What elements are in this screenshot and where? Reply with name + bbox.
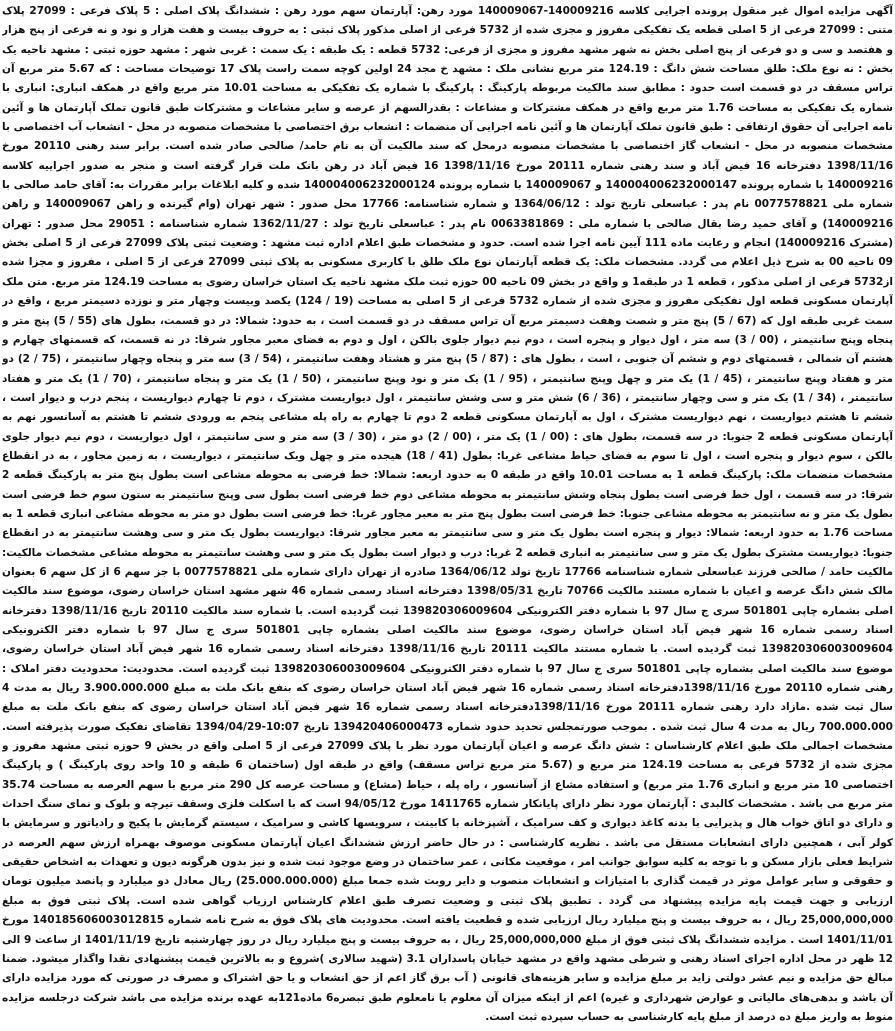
auction-notice [2, 2, 893, 1029]
notice-body-text: آگهی مزایده اموال غیر منقول پرونده اجرایی کلاسه 140009216-140009067 مورد رهن: آپارتمان سهم مورد رهن : ششدانگ پلاک اصلی : 5 پلاک فرعی : 27099 پلاک متنی : 27099 فرعی از 5 اصلی قطعه یک تفکیکی مفروز و مجزی شده از 5732 فرعی از اصلی مذکور پلاک ثبتی : به حروف بیست و هفت هزار و نود و نه فرعی از پنج هزار و هفتصد و سی و دو فرعی از پنج اصلی بخش نه شهر مشهد مفروز و مجزی از فرعی: 5732 قطعه : یک طبقه : یک سمت : غربی شهر : مشهد حوزه ثبتی : مشهد ناحیه یک بخش : نه نوع ملک: طلق مساحت شش دانگ : 124.19 متر مربع نشانی ملک : مشهد خ مجد 24 اولین کوچه سمت راست پلاک 17 توضیحات مساحت : که 5.67 متر مربع آن تراس مسقف در دو قسمت است حدود : مطابق سند مالکیت مربوطه پارکینگ : پارکینگ با شماره یک تفکیکی به مساحت 10.01 متر مربع واقع در همکف انباری: انباری با شماره یک تفکیکی به مساحت 1.76 متر مربع واقع در همکف مشترکات و مشاعات : بقدرالسهم از عرصه و سایر مشاعات و مشترکات طبق قانون تملک آپارتمان ها و آئین نامه اجرایی آن حقوق ارتفاقی : طبق قانون تملک آپارتمان ها و آئین نامه اجرایی آن منضمات : انشعاب برق اختصاصی با مشخصات منصوبه در محل - انشعاب آب اختصاصی با مشخصات منصوبه در محل - انشعاب گاز اختصاصی با مشخصات منصوبه درمحل که سند مالکیت آن به نام حامد/ صالحی صادر شده است. برابر سند رهنی 20110 مورخ 1398/11/16 دفترخانه 16 فیض آباد و سند رهنی شماره 20111 مورخ 1398/11/16 16 فیض آباد در رهن بانک ملت قرار گرفته است و منجر به صدور اجراییه کلاسه 140009216 با شماره پرونده 140004006232000147 و 140009067 با شماره پرونده 140004006232000124 شده و کلیه ابلاغات برابر مقررات به: آقای حامد صالحی با شماره ملی 0077578821 نام پدر : عباسعلی تاریخ تولد : 1364/06/12 و شماره شناسنامه: 17766 محل صدور : شهر تهران (وام گیرنده و راهن 140009067 و راهن 140009216) و آقای حمید رضا بقال صالحی با شماره ملی : 0063381869 نام پدر : عباسعلی تاریخ تولد : 1362/11/27 شماره شناسنامه : 29051 محل صدور : تهران (مشترک 140009216) انجام و رعایت ماده 111 آیین نامه اجرا شده است. حدود و مشخصات طبق اعلام اداره ثبت مشهد : وضعیت ثبتی پلاک 27099 فرعی از 5 اصلی بخش 09 ناحیه 00 به شرح ذیل اعلام می گردد. مشخصات ملک: یک قطعه آپارتمان نوع ملک طلق با کاربری مسکونی به پلاک ثبتی 27099 فرعی از 5 اصلی ، مفروز و مجزا شده از5732 فرعی از اصلی مذکور ، قطعه 1 در طبقه1 و واقع در بخش 09 ناحیه 00 حوزه ثبت ملک مشهد ناحیه یک استان خراسان رضوی به مساحت 124.19 متر مربع. متن ملک آپارتمان مسکونی قطعه اول تفکیکی مفروز و مجزی شده از شماره 5732 فرعی از 5 اصلی به مساحت (19 / 124) یکصد وبیست وچهار متر و نوزده دسیمتر مربع ، واقع در سمت غربی طبقه اول که (67 / 5) پنج متر و شصت وهفت دسیمتر مربع آن تراس مسقف در دو قسمت است ، به حدود: شمالا: در دو قسمت، بطول های (55 / 5) پنج متر و پنجاه وپنج سانتیمتر ، (00 / 3) سه متر ، اول دیوار و پنجره است ، دوم نیم دیوار جلوی بالکن ، اول و دوم به فضای معبر مجاور شرقا: در نه قسمت، که قسمتهای چهارم و هشتم آن شمالی ، قسمتهای دوم و ششم آن جنوبی ، است ، بطول های : (87 / 5) پنج متر و هشتاد وهفت سانتیمتر ، (54 / 3) سه متر و پنجاه وچهار سانتیمتر ، (75 / 2) دو متر و هفتاد وپنج سانتیمتر ، (45 / 1) یک متر و چهل وپنج سانتیمتر ، (95 / 1) یک متر و نود وپنج سانتیمتر ، (50 / 1) یک متر و پنجاه سانتیمتر ، (70 / 1) یک متر و هفتاد سانتیمتر ، (34 / 1) یک متر و سی وچهار سانتیمتر ، (36 / 6) شش متر و سی وشش سانتیمتر ، اول دیواریست مشترک ، دوم تا چهارم دیواریست ، پنجم درب و دیوار است ، ششم تا هشتم دیواریست ، نهم دیواریست مشترک ، اول به آپارتمان مسکونی قطعه 2 دوم تا چهارم به راه پله مشاعی پنجم به ورودی ششم تا هشتم به آسانسور نهم به آپارتمان مسکونی قطعه 2 جنوبا: در سه قسمت، بطول های : (00 / 1) یک متر ، (00 / 2) دو متر ، (30 / 3) سه متر و سی سانتیمتر ، اول دیواریست ، دوم نیم دیوار جلوی بالکن ، سوم دیوار و پنجره است ، اول تا سوم به فضای حیاط مشاعی غربا: بطول (41 / 18) هیجده متر و چهل ویک سانتیمتر ، دیواریست ، به زمین مجاور ، به در انقطاع مشخصات منضمات ملک: پارکینگ قطعه 1 به مساحت 10.01 واقع در طبقه 0 به حدود اربعه: شمالا: خط فرضی به محوطه مشاعی است بطول پنج متر به پارکینگ قطعه 2 شرقا: در سه قسمت ، اول خط فرضی است بطول پنجاه وشش سانتیمتر به محوطه مشاعی دوم خط فرضی است بطول سی وپنج سانتیمتر به ستون سوم خط فرضی است بطول یک متر و نه سانتیمتر به محوطه مشاعی جنوبا: خط فرضی است بطول پنج متر به معبر مجاور غربا: خط فرضی است بطول دو متر به محوطه مشاعی انباری قطعه 1 به مساحت 1.76 به حدود اربعه: شمالا: دیوار و پنجره است بطول یک متر و سی سانتیمتر به معبر مجاور شرقا: دیواریست بطول یک متر و سی وهشت سانتیمتر به در انقطاع جنوبا: دیواریست مشترک بطول یک متر و سی سانتیمتر به انباری قطعه 2 غربا: درب و دیوار است بطول یک متر و سی وهشت سانتیمتر به محوطه مشاعی مشخصات مالکیت: مالکیت حامد / صالحی فرزند عباسعلی شماره شناسنامه 17766 تاریخ تولد 1364/06/12 صادره از تهران دارای شماره ملی 0077578821 با جز سهم 6 از کل سهم 6 بعنوان مالک شش دانگ عرصه و اعیان با شماره مستند مالکیت 70766 تاریخ 1398/05/31 دفترخانه اسناد رسمی شماره 46 شهر مشهد استان خراسان رضوی، موضوع سند مالکیت اصلی بشماره چاپی 501801 سری ج سال 97 با شماره دفتر الکترونیکی 139820306009604 ثبت گردیده است. با شماره سند مالکیت 20110 تاریخ 1398/11/16 دفترخانه اسناد رسمی شماره 16 شهر فیض آباد استان خراسان رضوی، موضوع سند مالکیت اصلی بشماره چاپی 501801 سری ج سال 97 با شماره دفتر الکترونیکی 139820306003009604 ثبت گردیده است. با شماره مستند مالکیت 20111 تاریخ 1398/11/16 دفترخانه اسناد رسمی شماره 16 شهر فیض آباد استان خراسان رضوی، موضوع سند مالکیت اصلی بشماره چاپی 501801 سری ج سال 97 با شماره دفتر الکترونیکی 139820306003009604 ثبت گردیده است. محدودیت: محدودیت دفتر املاک : رهنی شماره 20110 مورخ 1398/11/16دفترخانه اسناد رسمی شماره 16 شهر فیض آباد استان خراسان رضوی که بنفع بانک ملت به مبلغ 3.900.000.000 ریال به مدت 4 سال ثبت شده .مازاد دارد رهنی شماره 20111 مورخ 1398/11/16دفترخانه اسناد رسمی شماره 16 شهر فیض آباد استان خراسان رضوی که بنفع بانک ملت به مبلغ 700.000.000 ریال به مدت 4 سال ثبت شده . بموجب صورتمجلس تحدید حدود شماره 139420406000473 تاریخ 10:07-1394/04/29 تقاضای تفکیک صورت پذیرفته است. مشخصات اجمالی ملک طبق اعلام کارشناسان : شش دانگ عرصه و اعیان آپارتمان مورد نظر با پلاک 27099 فرعی از 5 اصلی واقع در بخش 9 حوزه ثبتی مشهد مفروز و مجزی شده از 5732 فرعی به مساحت 124.19 متر مربع و (5.67 متر مربع تراس مسقف) واقع در طبقه اول (ساختمان 6 طبقه و 10 واحد روی پارکینگ ) و پارکینگ اختصاصی 10 متر مربع و انباری 1.76 متر مربع) و استفاده مشاع از آسانسور ، راه پله ، حیاط (مشاع) و مساحت عرصه کل 290 متر مربع با سهم العرصه به مساحت 35.74 متر مربع می باشد . مشخصات کالبدی : آپارتمان مورد نظر دارای پایانکار شماره 1411765 مورخ 94/05/12 است که با اسکلت فلزی وسقف تیرچه و بلوک و نمای سنگ احداث و دارای دو اتاق خواب هال و پذیرایی با بدنه کاغذ دیواری و کف سرامیک ، آشپزخانه با کابینت ، سرویسها کاشی و سرامیک ، سیستم گرمایش با پکیج و رادیاتور و سرمایش با کولر آبی ، همچنین دارای انشعابات مستقل می باشد . نظریه کارشناسی : در حال حاضر ارزش ششدانگ اعیان آپارتمان مسکونی موصوف بهمراه ارزش سهم العرصه در شرایط فعلی بازار مسکن و با توجه به کلیه سوابق جوانب امر ، موقعیت مکانی ، عمر ساختمان در وضع موجود ثبت شده و نیز بدون هرگونه دیون و تعهدات به اشخاص حقیقی و حقوقی و سایر عوامل موثر در قیمت گذاری با امتیازات و انشعابات منصوب و دایر روبت شده جمعا مبلغ (25.000.000.000) ریال معادل دو میلیارد و پانصد میلیون تومان ارزیابی و جهت قیمت پایه مزایده پیشنهاد می گردد . تطبیق پلاک ثبتی و وضعیت تصرف طبق اعلام کارشناس ارزیاب گواهی شده است. پلاک ثبتی فوق به مبلغ 25,000,000,000 ریال ، به حروف بیست و پنج میلیارد ریال ارزیابی شده و قطعیت یافته است. محدودیت های پلاک فوق به شرح نامه شماره 140185606003012815 مورخ 1401/11/01 است . مزایده ششدانگ پلاک ثبتی فوق از مبلغ 25,000,000,000 ریال ، به حروف بیست و پنج میلیارد ریال در روز چهارشنبه تاریخ 1401/11/19 از ساعت 9 الی 12 ظهر در محل اداره اجرای اسناد رهنی و شرطی مشهد واقع در مشهد خیابان پاسداران 3.1 (شهید سالاری )شروع و به بالاترین قیمت پیشنهادی نقدا واگذار میشود. ضمنا مبالغ حق مزایده و نیم عشر دولتی زاید بر مبلغ مزایده و سایر هزینه‌های قانونی ( آب برق گاز اعم از حق انشعاب و یا حق اشتراک و مصرف در صورتی که مورد مزایده دارای آن باشد و بدهی‌های مالیاتی و عوارض شهرداری و غیره) اعم از اینکه میزان آن معلوم یا نامعلوم طبق تبصره6 ماده121به عهده برنده مزایده می باشد شرکت درجلسه مزایده منوط به واریز مبلغ ده درصد از مبلغ پایه کارشناسی به حساب سپرده ثبت است. [2, 5, 893, 1023]
